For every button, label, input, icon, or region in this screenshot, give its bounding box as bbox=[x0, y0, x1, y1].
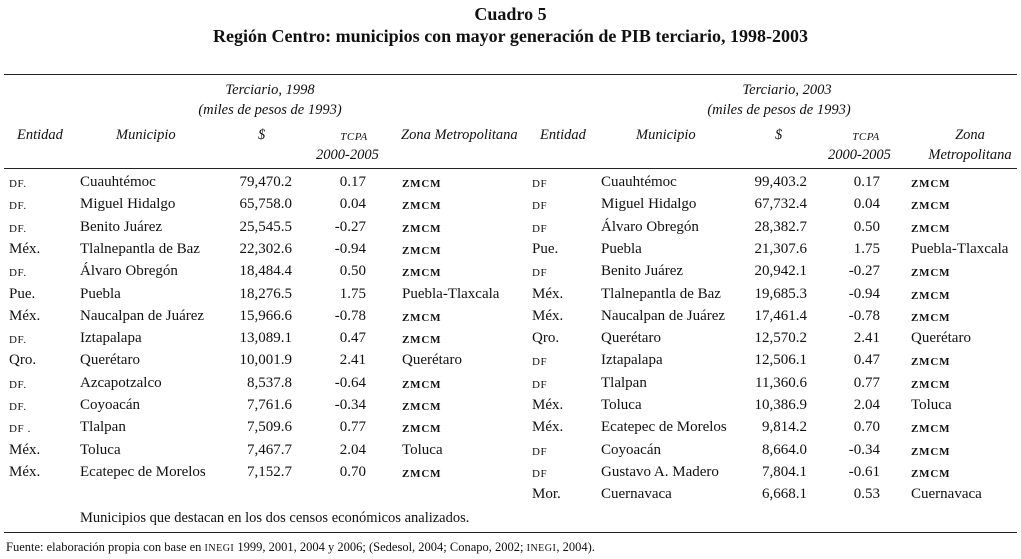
left-tcpa: 2.41 bbox=[339, 352, 366, 369]
right-zona: ZMCM bbox=[911, 267, 951, 280]
right-col-entidad: Entidad bbox=[540, 127, 586, 143]
header-rule bbox=[4, 168, 1017, 169]
right-tcpa: 0.47 bbox=[853, 352, 880, 369]
left-valor: 7,467.7 bbox=[247, 441, 292, 458]
right-municipio: Gustavo A. Madero bbox=[601, 463, 719, 480]
left-valor: 13,089.1 bbox=[239, 330, 292, 347]
top-rule bbox=[4, 74, 1017, 75]
right-tcpa: -0.61 bbox=[848, 463, 880, 480]
right-col-municipio: Municipio bbox=[636, 127, 696, 143]
left-valor: 18,484.4 bbox=[239, 263, 292, 280]
left-valor: 22,302.6 bbox=[239, 240, 292, 257]
right-municipio: Cuernavaca bbox=[601, 486, 672, 503]
left-zona: ZMCM bbox=[402, 467, 442, 480]
right-entidad: DF bbox=[532, 267, 548, 280]
right-zona: Cuernavaca bbox=[911, 486, 982, 503]
left-entidad: DF. bbox=[9, 178, 27, 190]
left-col-tcpa: TCPA bbox=[340, 131, 368, 143]
right-municipio: Ecatepec de Morelos bbox=[601, 419, 727, 436]
right-tcpa: 0.77 bbox=[853, 374, 880, 391]
right-zona: ZMCM bbox=[911, 311, 951, 324]
right-valor: 17,461.4 bbox=[754, 307, 807, 324]
right-zona: ZMCM bbox=[911, 289, 951, 302]
right-valor: 67,732.4 bbox=[754, 196, 807, 213]
right-entidad: DF bbox=[532, 178, 548, 190]
pib-abbreviation: PIB bbox=[620, 26, 651, 46]
left-valor: 65,758.0 bbox=[239, 196, 292, 213]
right-entidad: Mor. bbox=[532, 486, 561, 503]
left-zona: ZMCM bbox=[402, 423, 442, 436]
right-municipio: Toluca bbox=[601, 397, 642, 413]
right-valor: 19,685.3 bbox=[754, 285, 807, 302]
left-entidad: DF. bbox=[9, 222, 27, 235]
right-valor: 12,506.1 bbox=[754, 352, 807, 369]
right-entidad: Qro. bbox=[532, 330, 560, 347]
left-zona: Querétaro bbox=[402, 352, 462, 369]
left-municipio: Ecatepec de Morelos bbox=[80, 463, 206, 480]
left-col-entidad: Entidad bbox=[17, 127, 63, 143]
right-valor: 8,664.0 bbox=[762, 441, 807, 458]
right-entidad: DF bbox=[532, 200, 548, 213]
left-entidad: DF. bbox=[9, 334, 27, 347]
left-municipio: Cuauhtémoc bbox=[80, 174, 156, 190]
right-valor: 12,570.2 bbox=[754, 330, 807, 347]
right-entidad: Méx. bbox=[532, 307, 564, 324]
left-tcpa: 0.04 bbox=[339, 196, 366, 213]
left-entidad: DF . bbox=[9, 423, 31, 436]
right-zona: Puebla-Tlaxcala bbox=[911, 240, 1009, 257]
left-valor: 18,276.5 bbox=[239, 285, 292, 302]
left-municipio: Toluca bbox=[80, 441, 121, 458]
right-valor: 28,382.7 bbox=[754, 218, 807, 235]
left-valor: 7,761.6 bbox=[247, 397, 292, 413]
left-zona: ZMCM bbox=[402, 267, 442, 280]
right-col-tcpa-period: 2000-2005 bbox=[828, 147, 891, 163]
right-municipio: Tlalnepantla de Baz bbox=[601, 285, 721, 302]
right-entidad: Méx. bbox=[532, 285, 564, 302]
left-valor: 79,470.2 bbox=[239, 174, 292, 190]
left-entidad: Pue. bbox=[9, 285, 36, 302]
left-group-title: Terciario, 1998 bbox=[225, 82, 315, 98]
right-municipio: Álvaro Obregón bbox=[601, 218, 699, 235]
left-tcpa: -0.64 bbox=[334, 374, 366, 391]
left-zona: ZMCM bbox=[402, 200, 442, 213]
right-col-zona: Zona bbox=[955, 127, 985, 143]
right-valor: 21,307.6 bbox=[754, 240, 807, 257]
source-footnote: Fuente: elaboración propia con base en INEGI 1999, 2001, 2004 y 2006; (Sedesol, 2004; Conapo, 2002; INEGI, 2004). bbox=[6, 540, 595, 554]
right-tcpa: -0.34 bbox=[848, 441, 880, 458]
right-group-title: Terciario, 2003 bbox=[742, 82, 832, 98]
right-col-zona-2: Metropolitana bbox=[928, 147, 1012, 163]
left-tcpa: 0.77 bbox=[339, 419, 366, 436]
right-zona: ZMCM bbox=[911, 467, 951, 480]
right-tcpa: -0.94 bbox=[848, 285, 880, 302]
right-valor: 9,814.2 bbox=[762, 419, 807, 436]
left-entidad: Méx. bbox=[9, 307, 41, 324]
right-zona: Toluca bbox=[911, 397, 952, 413]
right-valor: 6,668.1 bbox=[762, 486, 807, 503]
right-municipio: Miguel Hidalgo bbox=[601, 196, 697, 213]
right-municipio: Benito Juárez bbox=[601, 263, 684, 280]
left-municipio: Puebla bbox=[80, 285, 121, 302]
table-number: Cuadro 5 bbox=[474, 4, 547, 24]
left-municipio: Benito Juárez bbox=[80, 218, 163, 235]
left-tcpa: 0.50 bbox=[339, 263, 366, 280]
right-municipio: Cuauhtémoc bbox=[601, 174, 677, 190]
right-col-tcpa: TCPA bbox=[852, 131, 880, 143]
right-tcpa: 1.75 bbox=[853, 240, 880, 257]
right-tcpa: -0.27 bbox=[848, 263, 880, 280]
right-entidad: Méx. bbox=[532, 397, 564, 413]
left-valor: 7,152.7 bbox=[247, 463, 292, 480]
right-group-units: (miles de pesos de 1993) bbox=[707, 102, 851, 118]
left-entidad: DF. bbox=[9, 200, 27, 213]
left-tcpa: -0.78 bbox=[334, 307, 366, 324]
right-zona: ZMCM bbox=[911, 445, 951, 458]
left-tcpa: 0.70 bbox=[339, 463, 366, 480]
left-zona: ZMCM bbox=[402, 178, 442, 190]
left-entidad: DF. bbox=[9, 401, 27, 413]
left-col-municipio: Municipio bbox=[116, 127, 176, 143]
right-tcpa: 2.04 bbox=[853, 397, 880, 413]
left-entidad: Méx. bbox=[9, 240, 41, 257]
right-tcpa: 0.70 bbox=[853, 419, 880, 436]
left-tcpa: 0.17 bbox=[339, 174, 366, 190]
right-valor: 99,403.2 bbox=[754, 174, 807, 190]
right-municipio: Naucalpan de Juárez bbox=[601, 307, 726, 324]
right-valor: 10,386.9 bbox=[754, 397, 807, 413]
left-zona: Toluca bbox=[402, 441, 443, 458]
left-entidad: Méx. bbox=[9, 463, 41, 480]
right-col-pesos: $ bbox=[775, 127, 783, 143]
right-zona: ZMCM bbox=[911, 178, 951, 190]
right-zona: ZMCM bbox=[911, 423, 951, 436]
right-zona: ZMCM bbox=[911, 200, 951, 213]
right-tcpa: 0.17 bbox=[853, 174, 880, 190]
right-entidad: Méx. bbox=[532, 419, 564, 436]
left-tcpa: -0.94 bbox=[334, 240, 366, 257]
right-municipio: Querétaro bbox=[601, 330, 661, 347]
bottom-rule bbox=[4, 532, 1017, 533]
left-zona: ZMCM bbox=[402, 244, 442, 257]
right-zona: ZMCM bbox=[911, 378, 951, 391]
left-valor: 10,001.9 bbox=[239, 352, 292, 369]
right-tcpa: 2.41 bbox=[853, 330, 880, 347]
right-valor: 11,360.6 bbox=[755, 374, 807, 391]
right-entidad: DF bbox=[532, 222, 548, 235]
left-zona: ZMCM bbox=[402, 311, 442, 324]
left-municipio: Tlalnepantla de Baz bbox=[80, 240, 200, 257]
left-municipio: Álvaro Obregón bbox=[80, 263, 178, 280]
left-entidad: Méx. bbox=[9, 441, 41, 458]
right-valor: 20,942.1 bbox=[754, 263, 807, 280]
left-municipio: Coyoacán bbox=[80, 397, 140, 413]
left-zona: ZMCM bbox=[402, 222, 442, 235]
left-valor: 15,966.6 bbox=[239, 307, 292, 324]
left-tcpa: 0.47 bbox=[339, 330, 366, 347]
right-valor: 7,804.1 bbox=[762, 463, 807, 480]
left-municipio: Azcapotzalco bbox=[80, 374, 162, 391]
left-valor: 25,545.5 bbox=[239, 218, 292, 235]
left-municipio: Querétaro bbox=[80, 352, 140, 369]
table-note: Municipios que destacan en los dos censos económicos analizados. bbox=[80, 510, 470, 526]
right-entidad: DF bbox=[532, 467, 548, 480]
left-valor: 8,537.8 bbox=[247, 374, 292, 391]
left-tcpa: -0.27 bbox=[334, 218, 366, 235]
right-zona: Querétaro bbox=[911, 330, 971, 347]
table-title: Región Centro: municipios con mayor generación de PIB terciario, 1998-2003 bbox=[213, 26, 808, 46]
left-municipio: Miguel Hidalgo bbox=[80, 196, 176, 213]
right-entidad: DF bbox=[532, 378, 548, 391]
right-entidad: Pue. bbox=[532, 240, 559, 257]
left-col-tcpa-period: 2000-2005 bbox=[316, 147, 379, 163]
left-entidad: DF. bbox=[9, 378, 27, 391]
left-entidad: Qro. bbox=[9, 352, 37, 369]
right-zona: ZMCM bbox=[911, 356, 951, 369]
left-group-units: (miles de pesos de 1993) bbox=[198, 102, 342, 118]
right-tcpa: -0.78 bbox=[848, 307, 880, 324]
right-municipio: Iztapalapa bbox=[601, 352, 663, 369]
left-zona: Puebla-Tlaxcala bbox=[402, 285, 500, 302]
left-zona: ZMCM bbox=[402, 378, 442, 391]
left-col-pesos: $ bbox=[258, 127, 266, 143]
right-municipio: Coyoacán bbox=[601, 441, 661, 458]
right-municipio: Tlalpan bbox=[601, 374, 647, 391]
left-municipio: Naucalpan de Juárez bbox=[80, 307, 205, 324]
left-tcpa: 2.04 bbox=[339, 441, 366, 458]
left-col-zona: Zona Metropolitana bbox=[401, 127, 518, 143]
left-valor: 7,509.6 bbox=[247, 419, 292, 436]
right-tcpa: 0.50 bbox=[853, 218, 880, 235]
left-tcpa: -0.34 bbox=[334, 397, 366, 413]
left-entidad: DF. bbox=[9, 267, 27, 280]
left-tcpa: 1.75 bbox=[339, 285, 366, 302]
right-entidad: DF bbox=[532, 356, 548, 369]
right-tcpa: 0.53 bbox=[853, 486, 880, 503]
left-municipio: Tlalpan bbox=[80, 419, 126, 436]
right-entidad: DF bbox=[532, 445, 548, 458]
right-municipio: Puebla bbox=[601, 240, 642, 257]
left-zona: ZMCM bbox=[402, 401, 442, 413]
right-tcpa: 0.04 bbox=[853, 196, 880, 213]
right-zona: ZMCM bbox=[911, 222, 951, 235]
left-municipio: Iztapalapa bbox=[80, 330, 142, 347]
left-zona: ZMCM bbox=[402, 334, 442, 347]
